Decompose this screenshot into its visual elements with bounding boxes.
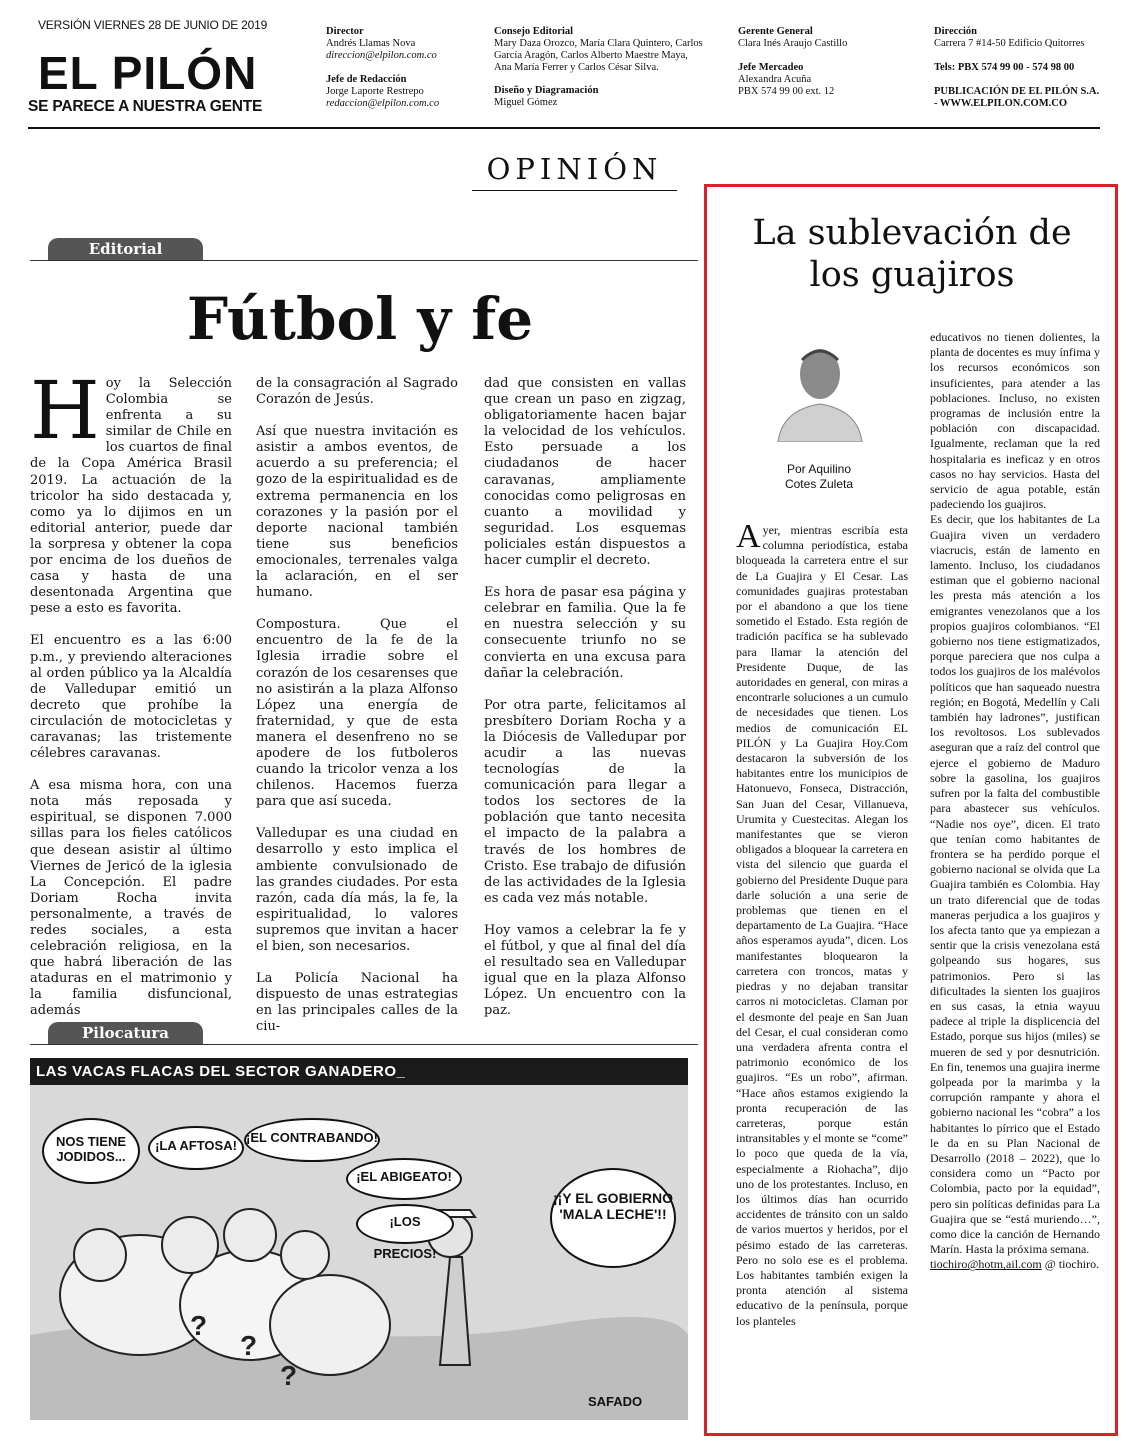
paragraph: A esa misma hora, con una nota más reposada y espiritual, se disponen 7.000 sillas para los fieles católicos que desean asistir al último Viernes de Jericó de la iglesia La Concepción. El padre Doriam Rocha invita personalmente, a través de redes sociales, a esta celebración religiosa, en la que habrá liberación de las ataduras en el matrimonio y la familia disfuncional, además xyxy=(30,778,232,1019)
editorial-headline: Fútbol y fe xyxy=(186,285,534,353)
masthead-rule xyxy=(28,127,1100,129)
staff-name: Clara Inés Araujo Castillo xyxy=(738,38,848,49)
cartoon-title: LAS VACAS FLACAS DEL SECTOR GANADERO_ xyxy=(30,1058,688,1085)
opinion-headline: La sublevación de los guajiros xyxy=(752,213,1072,295)
cartoon-tab: Pilocatura xyxy=(48,1022,203,1044)
section-title: OPINIÓN xyxy=(486,152,663,186)
editorial-tab: Editorial xyxy=(48,238,203,260)
drop-cap: H xyxy=(30,364,100,457)
svg-text:?: ? xyxy=(280,1360,298,1391)
staff-address: Carrera 7 #14-50 Edificio Quitorres xyxy=(934,38,1085,49)
byline-line: Por Aquilino xyxy=(786,462,852,476)
paragraph: Por otra parte, felicitamos al presbítero Doriam Rocha y a la Diócesis de Valledupar por acudir a las nuevas tecnologías de la comunicación para llegar a todos los sectores de la población que tanto necesita el impacto de la palabra a través de los hombres de Cristo. Ese trabajo de difusión de las actividades de la Iglesia es cada vez más notable. xyxy=(484,697,686,906)
staff-name: Alexandra Acuña xyxy=(738,74,812,85)
staff-role: Director xyxy=(326,26,364,37)
paragraph: oy la Selección Colombia se enfrenta a su similar de Chile en los cuartos de final de la Copa América Brasil 2019. La actuación de la tricolor ha sido destacada y, como ya lo dijimos en un editorial anterior, puede dar la sorpresa y obtener la copa por encima de los dueños de casa y hasta de una desentonada Argentina que pese a esto es favorita. xyxy=(30,376,232,617)
author-handle: @ tiochiro. xyxy=(1044,1257,1100,1272)
staff-role: Diseño y Diagramación xyxy=(494,85,599,96)
staff-role: Consejo Editorial xyxy=(494,26,574,37)
edition-date: VERSIÓN VIERNES 28 DE JUNIO DE 2019 xyxy=(38,18,268,32)
paragraph: Es decir, que los habitantes de La Guajira viven un verdadero viacrucis, están de lamento en lamento. Incluso, los ciudadanos estiman que el gobierno nacional les presta más atención a los emigrantes venezolanos que a los propios guajiros colombianos. “El gobierno nos tiene estigmatizados, porque pareciera que nos culpa a todos los guajiros de los malévolos políticos que han saqueado nuestra región; en Bogotá, Medellín y Cali también hay ladrones”, justifican los revoltosos. Los sublevados aseguran que a raíz del control que ejerce el gobierno de Maduro sobre la gasolina, los guajiros sufren por la falta del combustible para abastecer sus vehículos. “Nadie nos oye”, dicen. El trato que tenían como habitantes de frontera se ha perdido porque el gobierno nacional se olvida que La Guajira también es Colombia. Hay un trato diferencial que de todas maneras perjudica a los guajiros y los afecta tanto que ya empiezan a sentir que la crisis venezolana está golpeando sus hogares, sus patrimonios. Pero si las dificultades la sienten los guajiros en sus casas, la etnia wayuu padece al triple la displicencia del Estado, porque sus hijos (miles) se mueren de sed y por desnutrición. En fin, tenemos una guajira inerme golpeada por la marimba y la corrupción rampante y ahora el gobierno nacional les “cobra” a los habitantes lo pírrico que el Estado le da en su Plan Nacional de Desarrollo (2018 – 2022), que lo considera como un “Pacto por Colombia, pacto por la equidad”, pero sin políticas definidas para La Guajira que se “está muriendo…”, como dice la canción de Hernando Marín. Hasta la próxima semana. xyxy=(930,512,1100,1257)
staff-direccion xyxy=(934,26,1104,110)
speech-bubble: ¡LOS PRECIOS! xyxy=(356,1204,454,1244)
paragraph: Es hora de pasar esa página y celebrar en familia. Que la fe en nuestra selección y su consecuente triunfo no se convierta en una excusa para dañar la celebración. xyxy=(484,585,686,681)
author-photo xyxy=(772,338,868,442)
paragraph: educativos no tienen dolientes, la planta de docentes es muy ínfima y los recursos económicos son insuficientes, para atender a las poblaciones. Incluso, no existen programas de inclusión entre la población con discapacidad. Igualmente, reclaman que la red hospitalaria es ineficaz y en otros casos no hay servicios. Hasta del servicio de agua potable, están padeciendo los guajiros. xyxy=(930,330,1100,512)
editorial-rule xyxy=(30,260,698,261)
author-byline xyxy=(760,462,878,492)
paragraph: Así que nuestra invitación es asistir a ambos eventos, de acuerdo a su preferencia; el gozo de la espiritualidad es de extrema permanencia en los corazones y la pasión por el deporte nacional también tiene sus beneficios emocionales, terrenales valga la aclaración, en el ser humano. xyxy=(256,424,458,601)
staff-role: Dirección xyxy=(934,26,977,37)
newspaper-logo: EL PILÓN xyxy=(38,47,258,99)
staff-email: direccion@elpilon.com.co xyxy=(326,50,437,61)
speech-bubble: NOS TIENE JODIDOS... xyxy=(42,1118,140,1184)
staff-director xyxy=(326,26,476,110)
opinion-column-2 xyxy=(930,330,1100,1273)
editorial-column-1 xyxy=(30,364,232,1036)
staff-name: Mary Daza Orozco, María Clara Quintero, Carlos García Aragón, Carlos Alberto Maestre Maya, Ana María Ferrer y Carlos César Silva. xyxy=(494,38,703,73)
drop-cap: A xyxy=(736,518,761,555)
paragraph: Hoy vamos a celebrar la fe y el fútbol, y que al final del día el resultado sea en Valledupar igual que en la plaza Alfonso López. Un encuentro con la paz. xyxy=(484,922,686,1019)
author-email-link[interactable]: tiochiro@hotm,ail.com xyxy=(930,1257,1042,1272)
section-underline xyxy=(472,190,677,191)
staff-email: redaccion@elpilon.com.co xyxy=(326,98,440,109)
staff-phone: PBX 574 99 00 ext. 12 xyxy=(738,86,835,97)
staff-phones: Tels: PBX 574 99 00 - 574 98 00 xyxy=(934,62,1075,73)
paragraph: dad que consisten en vallas que crean un paso en zigzag, obligatoriamente hacen bajar la velocidad de los vehículos. Esto persuade a los ciudadanos de hacer caravanas, ampliamente conocidas como peligrosas en cuanto a movilidad y seguridad. Los esquemas policiales están dispuestos a hacer cumplir el decreto. xyxy=(484,376,686,569)
paragraph: de la consagración al Sagrado Corazón de Jesús. xyxy=(256,376,458,408)
paragraph: El encuentro es a las 6:00 p.m., y previendo alteraciones al orden público ya la Alcaldía de Valledupar emitió un decreto que prohíbe la circulación de motocicletas y caravanas; las tristemente célebres caravanas. xyxy=(30,633,232,762)
speech-bubble: ¡EL ABIGEATO! xyxy=(346,1158,462,1200)
staff-role: Jefe de Redacción xyxy=(326,74,407,85)
staff-name: Andrés Llamas Nova xyxy=(326,38,416,49)
staff-name: Jorge Laporte Restrepo xyxy=(326,86,424,97)
paragraph: Compostura. Que el encuentro de la fe de la Iglesia irradie sobre el corazón de los cesarenses que no asistirán a la plaza Alfonso López una energía de fraternidad, y que de esta manera el desenfreno no se apodere de los futboleros cuando la tricolor venza a los chilenos. Hacemos fuerza para que así suceda. xyxy=(256,617,458,810)
newspaper-tagline: SE PARECE A NUESTRA GENTE xyxy=(28,98,263,115)
paragraph: La Policía Nacional ha dispuesto de unas estrategias en las principales calles de la ciu- xyxy=(256,971,458,1035)
cartoon-rule xyxy=(30,1044,698,1045)
staff-consejo xyxy=(494,26,706,109)
editorial-column-3 xyxy=(484,376,686,1035)
staff-publication: PUBLICACIÓN DE EL PILÓN S.A. - WWW.ELPILON.COM.CO xyxy=(934,86,1100,109)
editorial-column-2 xyxy=(256,376,458,1051)
staff-name: Miguel Gómez xyxy=(494,97,558,108)
cartoonist-signature: SAFADO xyxy=(588,1394,643,1409)
speech-bubble: ¡EL CONTRABANDO! xyxy=(244,1118,380,1162)
speech-bubble: ¡LA AFTOSA! xyxy=(148,1126,244,1170)
speech-bubble: ¡¡Y EL GOBIERNO 'MALA LECHE'!! xyxy=(550,1168,676,1268)
cartoon-image xyxy=(30,1058,688,1420)
byline-line: Cotes Zuleta xyxy=(784,477,854,491)
staff-gerencia xyxy=(738,26,908,98)
paragraph: Valledupar es una ciudad en desarrollo y esto implica el ambiente convulsionado de las grandes ciudades. Por esta razón, cada día más, la fe, la espiritualidad, lo valores supremos que invitan a hacer el bien, son necesarios. xyxy=(256,826,458,954)
staff-role: Gerente General xyxy=(738,26,813,37)
svg-text:?: ? xyxy=(240,1330,258,1361)
svg-text:?: ? xyxy=(190,1310,208,1341)
opinion-column-1 xyxy=(736,518,908,1329)
paragraph: yer, mientras escribía esta columna periodística, estaba bloqueada la carretera entre el sur de La Guajira y El Cesar. Las comunidades guajiras protestaban por el abandono a que los tiene sometido el Estado. Esta región de tradición pacífica se ha sublevado para llamar la atención del Presidente Duque, de las autoridades en general, con miras a encontrarle soluciones a un cumulo de necesidades que tienen. Los medios de comunicación EL PILÓN y La Guajira Hoy.Com destacaron la subversión de los habitantes entre los municipios de Hatonuevo, Fonseca, Distracción, San Juan del Cesar, Villanueva, Urumita y Cuestecitas. Alegan los manifestantes que se vieron obligados a bloquear la carretera en vista del silencio que guarda el gobierno del Presidente Duque para darle solución a una serie de problemas que tienen en el departamento de La Guajira. “Hace años esperamos ayuda”, dicen. Los manifestantes bloquearon la carretera con troncos, matas y piedras y no dejaban transitar carros ni motocicletas. Claman por el desmonte del peaje en San Juan del Cesar, el cual consideran como una verdadera afrenta contra el patrimonio económico de los guajiros. “Es un robo”, afirman. “Hace años estamos exigiendo la pronta recuperación de las carreteras, porque están intransitables y el monte se “come” lo poco que queda de la vía, especialmente a Riohacha”, dijo uno de los protestantes. Incluso, en los últimos días han ocurrido accidentes de tránsito con un saldo de varios muertos y heridos, por el pésimo estado de las carreteras. Pero no solo ese es el problema. Los habitantes también exigen la pronta atención al sistema educativo de la península, porque los planteles xyxy=(736,523,908,1328)
staff-role: Jefe Mercadeo xyxy=(738,62,804,73)
